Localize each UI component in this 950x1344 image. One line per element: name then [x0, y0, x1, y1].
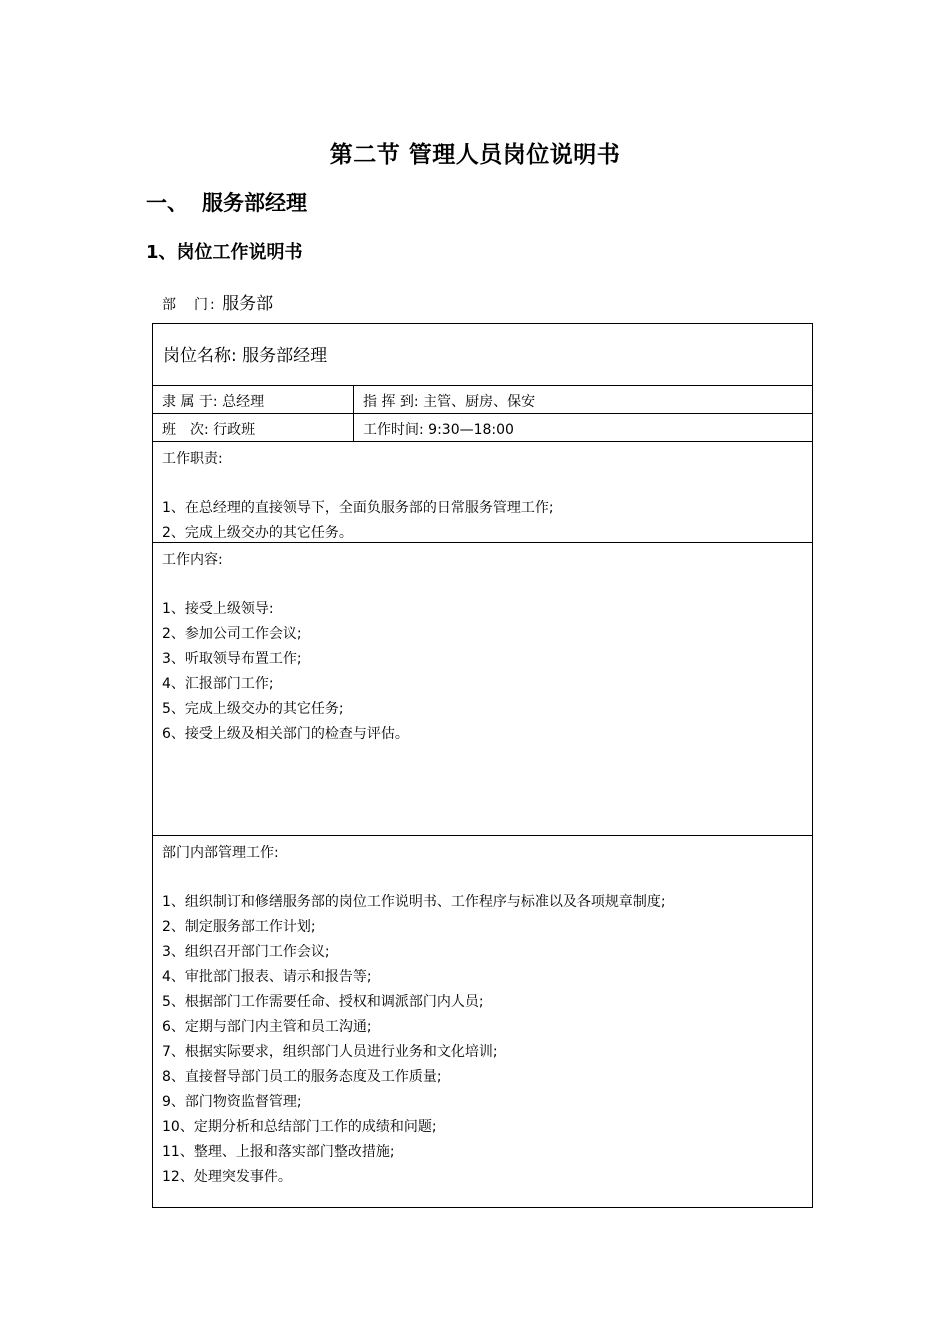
management-item: 9、部门物资监督管理; — [162, 1094, 302, 1110]
internal-management-heading: 部门内部管理工作: — [162, 845, 279, 861]
work-content-block — [153, 543, 812, 836]
department-line — [162, 289, 273, 314]
management-item: 1、组织制订和修缮服务部的岗位工作说明书、工作程序与标准以及各项规章制度; — [162, 894, 666, 910]
subsection-heading: 1、岗位工作说明书 — [146, 242, 303, 263]
management-item: 7、根据实际要求，组织部门人员进行业务和文化培训; — [162, 1044, 498, 1060]
duties-heading: 工作职责: — [162, 451, 223, 467]
management-item: 5、根据部门工作需要任命、授权和调派部门内人员; — [162, 994, 484, 1010]
work-content-item: 4、汇报部门工作; — [162, 676, 274, 692]
work-content-item: 3、听取领导布置工作; — [162, 651, 302, 667]
job-description-table — [152, 323, 813, 1208]
section-heading — [146, 187, 307, 217]
work-content-heading: 工作内容: — [162, 552, 223, 568]
schedule-row — [153, 414, 812, 442]
section-number: 一、 — [146, 191, 188, 215]
section-title: 服务部经理 — [202, 191, 307, 215]
duties-block — [153, 442, 812, 543]
work-content-item: 2、参加公司工作会议; — [162, 626, 302, 642]
management-item: 11、整理、上报和落实部门整改措施; — [162, 1144, 395, 1160]
work-content-item: 1、接受上级领导: — [162, 601, 274, 617]
management-item: 10、定期分析和总结部门工作的成绩和问题; — [162, 1119, 437, 1135]
position-name-cell: 岗位名称: 服务部经理 — [153, 324, 812, 386]
management-item: 6、定期与部门内主管和员工沟通; — [162, 1019, 372, 1035]
internal-management-block — [153, 836, 812, 1207]
page-title: 第二节 管理人员岗位说明书 — [329, 142, 621, 168]
management-item: 4、审批部门报表、请示和报告等; — [162, 969, 372, 985]
reports-to-cell: 隶 属 于: 总经理 — [153, 386, 354, 413]
shift-cell: 班 次: 行政班 — [153, 414, 354, 441]
work-content-item: 6、接受上级及相关部门的检查与评估。 — [162, 726, 409, 742]
duties-item: 2、完成上级交办的其它任务。 — [162, 525, 353, 541]
department-label: 部 门: — [162, 297, 217, 313]
work-content-item: 5、完成上级交办的其它任务; — [162, 701, 344, 717]
work-hours-cell: 工作时间: 9:30—18:00 — [363, 422, 514, 438]
duties-item: 1、在总经理的直接领导下，全面负服务部的日常服务管理工作; — [162, 500, 554, 516]
directs-cell: 指 挥 到: 主管、厨房、保安 — [363, 394, 536, 410]
management-item: 8、直接督导部门员工的服务态度及工作质量; — [162, 1069, 442, 1085]
department-value: 服务部 — [222, 294, 274, 314]
management-item: 12、处理突发事件。 — [162, 1169, 292, 1185]
management-item: 3、组织召开部门工作会议; — [162, 944, 330, 960]
reporting-row — [153, 386, 812, 414]
management-item: 2、制定服务部工作计划; — [162, 919, 316, 935]
